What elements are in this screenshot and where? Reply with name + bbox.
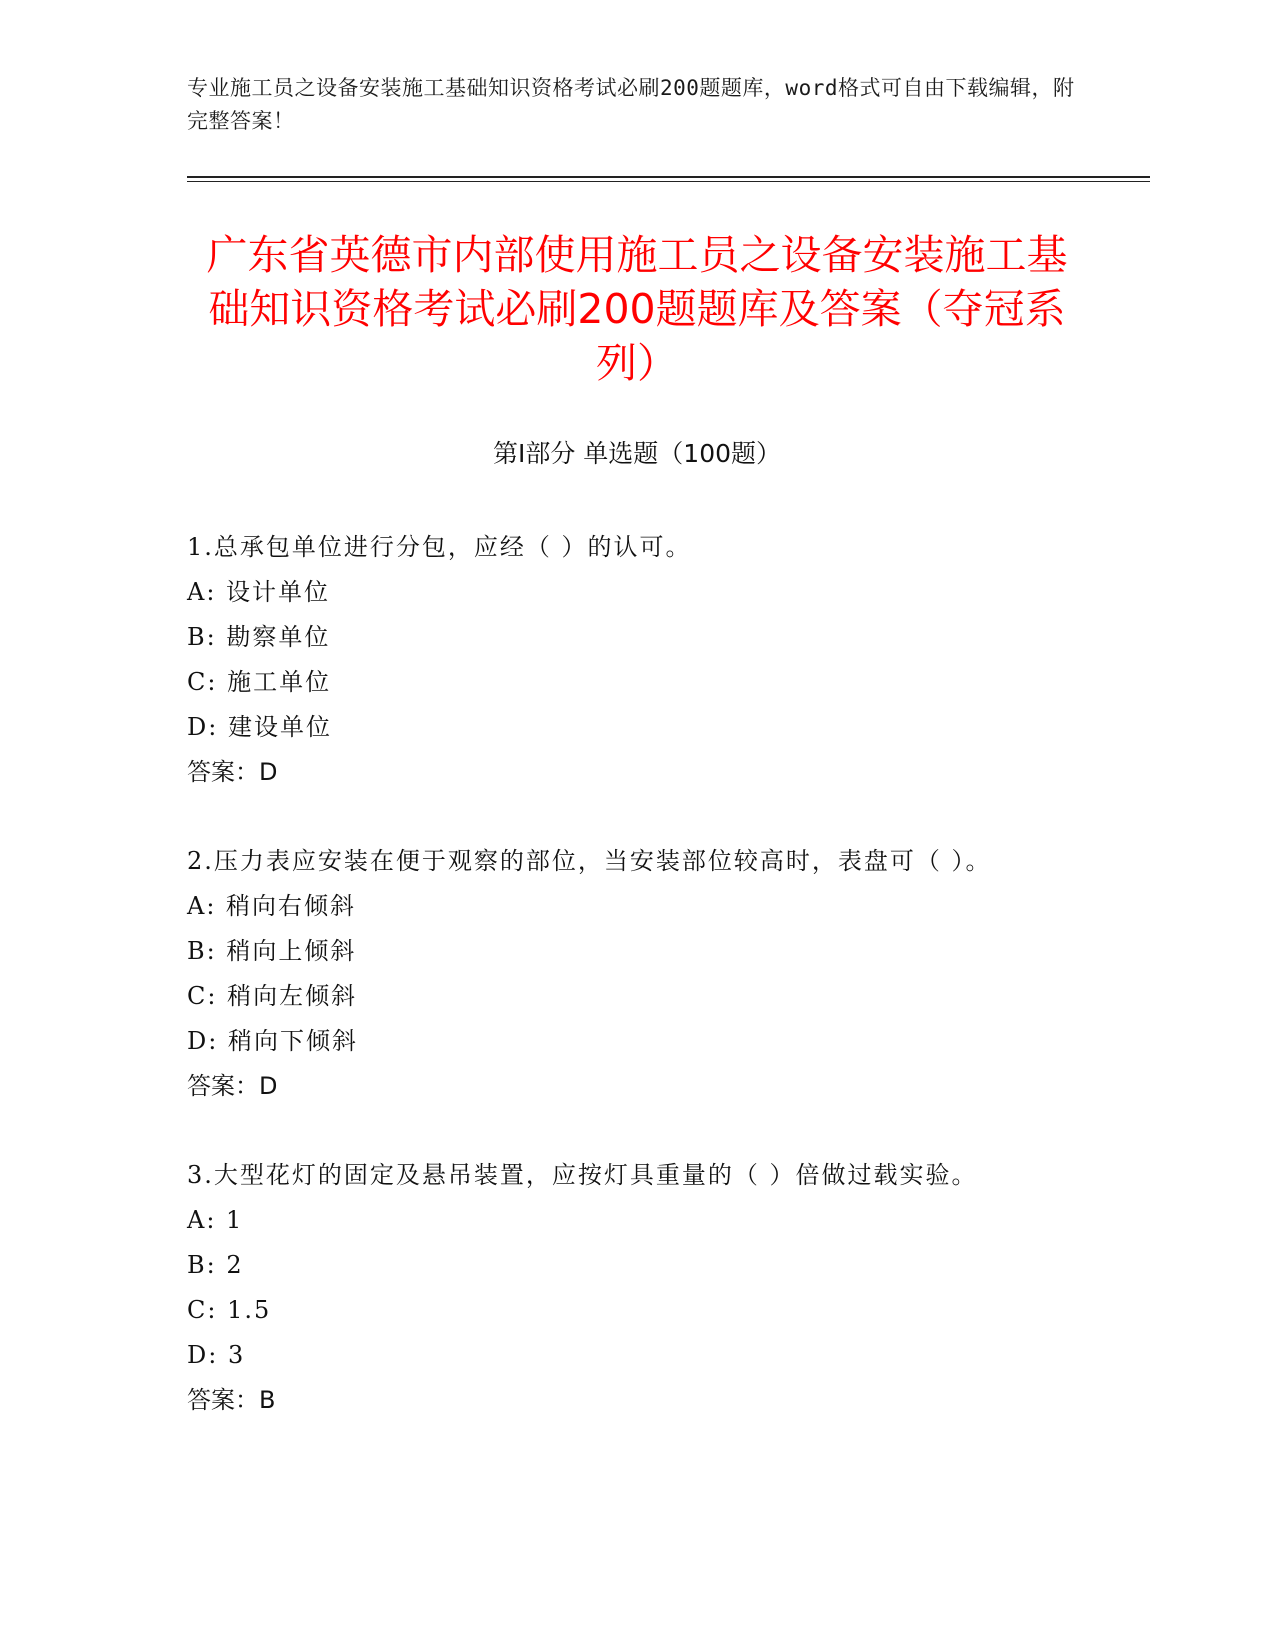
- question-list: [187, 525, 1087, 1467]
- option-a: A: 1: [187, 1206, 244, 1234]
- answer: 答案：B: [187, 1386, 276, 1414]
- option-d: D: 稍向下倾斜: [187, 1027, 358, 1055]
- header-note: 专业施工员之设备安装施工基础知识资格考试必刷200题题库，word格式可自由下载编辑，附完整答案！: [187, 76, 1075, 133]
- header-rule-thin: [187, 181, 1150, 182]
- option-d: D: 3: [187, 1341, 246, 1369]
- option-b: B: 稍向上倾斜: [187, 937, 357, 965]
- answer: 答案：D: [187, 1072, 278, 1100]
- document-title: 广东省英德市内部使用施工员之设备安装施工基础知识资格考试必刷200题题库及答案（夺冠系列）: [206, 231, 1068, 387]
- option-a: A: 稍向右倾斜: [187, 892, 357, 920]
- question-stem: 1.总承包单位进行分包，应经（ ）的认可。: [187, 533, 692, 561]
- option-c: C: 1.5: [187, 1296, 272, 1324]
- question-3: [187, 1153, 1087, 1423]
- question-2: [187, 839, 1087, 1109]
- header-rule: [187, 176, 1150, 178]
- option-c: C: 施工单位: [187, 668, 332, 696]
- section-title: 第Ⅰ部分 单选题（100题）: [492, 439, 782, 468]
- question-stem: 2.压力表应安装在便于观察的部位，当安装部位较高时，表盘可（ ）。: [187, 847, 992, 875]
- option-c: C: 稍向左倾斜: [187, 982, 358, 1010]
- question-1: [187, 525, 1087, 795]
- question-stem: 3.大型花灯的固定及悬吊装置，应按灯具重量的（ ）倍做过载实验。: [187, 1161, 978, 1189]
- answer: 答案：D: [187, 758, 278, 786]
- option-a: A: 设计单位: [187, 578, 331, 606]
- option-b: B: 勘察单位: [187, 623, 331, 651]
- option-d: D: 建设单位: [187, 713, 332, 741]
- option-b: B: 2: [187, 1251, 244, 1279]
